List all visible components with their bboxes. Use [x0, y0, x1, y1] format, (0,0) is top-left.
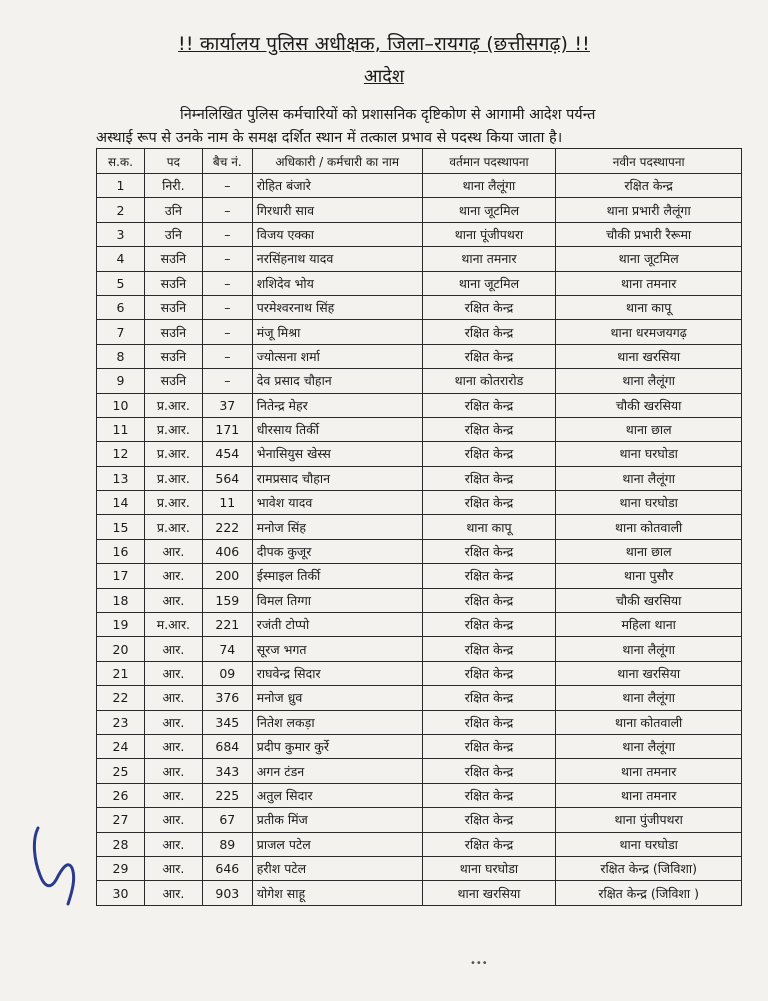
cell-rank: म.आर. — [144, 613, 202, 637]
cell-rank: सउनि — [144, 369, 202, 393]
cell-batch: 646 — [202, 856, 252, 880]
cell-rank: सउनि — [144, 320, 202, 344]
table-row — [97, 783, 742, 807]
cell-serial: 30 — [97, 881, 145, 905]
cell-batch: 11 — [202, 491, 252, 515]
cell-batch: 37 — [202, 393, 252, 417]
cell-new-posting: थाना लैलूंगा — [556, 637, 742, 661]
table-row — [97, 515, 742, 539]
cell-current-posting: रक्षित केन्द्र — [422, 466, 556, 490]
table-row — [97, 564, 742, 588]
cell-current-posting: थाना घरघोडा — [422, 856, 556, 880]
cell-new-posting: थाना पुंजीपथरा — [556, 808, 742, 832]
cell-batch: – — [202, 295, 252, 319]
cell-batch: 74 — [202, 637, 252, 661]
table-row — [97, 856, 742, 880]
cell-rank: सउनि — [144, 271, 202, 295]
table-row — [97, 539, 742, 563]
cell-serial: 18 — [97, 588, 145, 612]
table-row — [97, 174, 742, 198]
cell-new-posting: थाना तमनार — [556, 271, 742, 295]
cell-new-posting: थाना लैलूंगा — [556, 369, 742, 393]
cell-new-posting: थाना लैलूंगा — [556, 466, 742, 490]
cell-current-posting: रक्षित केन्द्र — [422, 442, 556, 466]
cell-name: सूरज भगत — [252, 637, 422, 661]
cell-serial: 4 — [97, 247, 145, 271]
table-row — [97, 686, 742, 710]
header-batch: बैच नं. — [202, 149, 252, 174]
cell-new-posting: रक्षित केन्द्र — [556, 174, 742, 198]
cell-rank: सउनि — [144, 247, 202, 271]
cell-new-posting: महिला थाना — [556, 613, 742, 637]
cell-name: नितेन्द्र मेहर — [252, 393, 422, 417]
table-row — [97, 198, 742, 222]
cell-new-posting: थाना तमनार — [556, 783, 742, 807]
table-row — [97, 491, 742, 515]
header-rank: पद — [144, 149, 202, 174]
cell-serial: 27 — [97, 808, 145, 832]
cell-rank: आर. — [144, 881, 202, 905]
cell-rank: सउनि — [144, 295, 202, 319]
table-row — [97, 222, 742, 246]
table-row — [97, 808, 742, 832]
cell-current-posting: रक्षित केन्द्र — [422, 637, 556, 661]
table-row — [97, 320, 742, 344]
cell-name: ज्योत्सना शर्मा — [252, 344, 422, 368]
cell-serial: 8 — [97, 344, 145, 368]
header-current-posting: वर्तमान पदस्थापना — [422, 149, 556, 174]
cell-current-posting: रक्षित केन्द्र — [422, 661, 556, 685]
cell-rank: आर. — [144, 808, 202, 832]
cell-name: नितेश लकड़ा — [252, 710, 422, 734]
cell-serial: 6 — [97, 295, 145, 319]
intro-line-1: निम्नलिखित पुलिस कर्मचारियों को प्रशासनिक दृष्टिकोण से आगामी आदेश पर्यन्त — [180, 107, 596, 123]
cell-rank: आर. — [144, 661, 202, 685]
cell-serial: 9 — [97, 369, 145, 393]
cell-current-posting: रक्षित केन्द्र — [422, 783, 556, 807]
cell-name: विजय एक्का — [252, 222, 422, 246]
cell-serial: 19 — [97, 613, 145, 637]
table-row — [97, 881, 742, 905]
cell-serial: 11 — [97, 417, 145, 441]
cell-name: प्राजल पटेल — [252, 832, 422, 856]
cell-name: रोहित बंजारे — [252, 174, 422, 198]
cell-current-posting: थाना पूंजीपथरा — [422, 222, 556, 246]
cell-serial: 1 — [97, 174, 145, 198]
cell-new-posting: थाना पुसौर — [556, 564, 742, 588]
table-row — [97, 661, 742, 685]
cell-batch: 684 — [202, 734, 252, 758]
cell-serial: 12 — [97, 442, 145, 466]
cell-serial: 26 — [97, 783, 145, 807]
cell-current-posting: रक्षित केन्द्र — [422, 588, 556, 612]
cell-batch: 67 — [202, 808, 252, 832]
cell-batch: – — [202, 369, 252, 393]
cell-batch: 454 — [202, 442, 252, 466]
cell-batch: 225 — [202, 783, 252, 807]
cell-rank: प्र.आर. — [144, 393, 202, 417]
cell-batch: 343 — [202, 759, 252, 783]
transfer-table — [96, 148, 742, 906]
table-row — [97, 588, 742, 612]
cell-name: रजंती टोप्पो — [252, 613, 422, 637]
cell-rank: आर. — [144, 539, 202, 563]
cell-batch: 09 — [202, 661, 252, 685]
intro-paragraph — [96, 104, 746, 150]
cell-current-posting: रक्षित केन्द्र — [422, 344, 556, 368]
cell-new-posting: थाना छाल — [556, 417, 742, 441]
cell-name: परमेश्वरनाथ सिंह — [252, 295, 422, 319]
cell-batch: 406 — [202, 539, 252, 563]
cell-current-posting: रक्षित केन्द्र — [422, 686, 556, 710]
cell-name: अगन टंडन — [252, 759, 422, 783]
cell-batch: – — [202, 174, 252, 198]
cell-serial: 21 — [97, 661, 145, 685]
cell-name: शशिदेव भोय — [252, 271, 422, 295]
cell-serial: 16 — [97, 539, 145, 563]
cell-rank: प्र.आर. — [144, 491, 202, 515]
cell-name: अतुल सिदार — [252, 783, 422, 807]
table-row — [97, 369, 742, 393]
cell-new-posting: थाना कोतवाली — [556, 515, 742, 539]
cell-current-posting: रक्षित केन्द्र — [422, 564, 556, 588]
table-row — [97, 710, 742, 734]
cell-new-posting: थाना घरघोडा — [556, 832, 742, 856]
table-row — [97, 247, 742, 271]
cell-new-posting: रक्षित केन्द्र (जिविशा) — [556, 856, 742, 880]
cell-serial: 23 — [97, 710, 145, 734]
cell-current-posting: थाना तमनार — [422, 247, 556, 271]
cell-serial: 28 — [97, 832, 145, 856]
cell-current-posting: रक्षित केन्द्र — [422, 759, 556, 783]
header-new-posting: नवीन पदस्थापना — [556, 149, 742, 174]
cell-serial: 17 — [97, 564, 145, 588]
cell-new-posting: चौकी खरसिया — [556, 393, 742, 417]
cell-current-posting: रक्षित केन्द्र — [422, 710, 556, 734]
cell-name: मनोज ध्रुव — [252, 686, 422, 710]
cell-rank: उनि — [144, 222, 202, 246]
cell-current-posting: रक्षित केन्द्र — [422, 320, 556, 344]
cell-serial: 20 — [97, 637, 145, 661]
cell-current-posting: थाना लैलूंगा — [422, 174, 556, 198]
cell-batch: 89 — [202, 832, 252, 856]
table-row — [97, 271, 742, 295]
cell-serial: 10 — [97, 393, 145, 417]
cell-current-posting: रक्षित केन्द्र — [422, 417, 556, 441]
cell-new-posting: थाना खरसिया — [556, 661, 742, 685]
cell-batch: – — [202, 320, 252, 344]
cell-new-posting: चौकी प्रभारी रैरूमा — [556, 222, 742, 246]
cell-name: भेनासियुस खेस्स — [252, 442, 422, 466]
cell-rank: आर. — [144, 686, 202, 710]
cell-new-posting: थाना लैलूंगा — [556, 686, 742, 710]
cell-name: देव प्रसाद चौहान — [252, 369, 422, 393]
cell-new-posting: थाना कोतवाली — [556, 710, 742, 734]
cell-name: दीपक कुजूर — [252, 539, 422, 563]
cell-serial: 5 — [97, 271, 145, 295]
cell-name: राघवेन्द्र सिदार — [252, 661, 422, 685]
cell-rank: उनि — [144, 198, 202, 222]
cell-rank: आर. — [144, 637, 202, 661]
cell-rank: आर. — [144, 759, 202, 783]
cell-current-posting: थाना जूटमिल — [422, 198, 556, 222]
cell-new-posting: थाना प्रभारी लैलूंगा — [556, 198, 742, 222]
cell-batch: 345 — [202, 710, 252, 734]
cell-current-posting: रक्षित केन्द्र — [422, 832, 556, 856]
cell-current-posting: थाना कोतरारोड — [422, 369, 556, 393]
cell-rank: प्र.आर. — [144, 442, 202, 466]
cell-new-posting: थाना धरमजयगढ़ — [556, 320, 742, 344]
table-row — [97, 344, 742, 368]
cell-batch: – — [202, 344, 252, 368]
cell-rank: प्र.आर. — [144, 466, 202, 490]
cell-batch: – — [202, 247, 252, 271]
cell-batch: 171 — [202, 417, 252, 441]
cell-current-posting: रक्षित केन्द्र — [422, 613, 556, 637]
cell-name: हरीश पटेल — [252, 856, 422, 880]
cell-serial: 22 — [97, 686, 145, 710]
cell-batch: – — [202, 222, 252, 246]
cell-rank: आर. — [144, 783, 202, 807]
table-row — [97, 637, 742, 661]
cell-batch: – — [202, 271, 252, 295]
cell-batch: 376 — [202, 686, 252, 710]
cell-serial: 24 — [97, 734, 145, 758]
table-row — [97, 759, 742, 783]
cell-rank: आर. — [144, 734, 202, 758]
cell-current-posting: थाना खरसिया — [422, 881, 556, 905]
cell-new-posting: थाना कापू — [556, 295, 742, 319]
cell-name: योगेश साहू — [252, 881, 422, 905]
cell-serial: 3 — [97, 222, 145, 246]
cell-current-posting: रक्षित केन्द्र — [422, 491, 556, 515]
header-serial: स.क. — [97, 149, 145, 174]
cell-serial: 25 — [97, 759, 145, 783]
intro-line-2: अस्थाई रूप से उनके नाम के समक्ष दर्शित स्थान में तत्काल प्रभाव से पदस्थ किया जाता है। — [96, 130, 563, 146]
cell-name: गिरधारी साव — [252, 198, 422, 222]
cell-serial: 15 — [97, 515, 145, 539]
cell-rank: सउनि — [144, 344, 202, 368]
cell-name: ईस्माइल तिर्की — [252, 564, 422, 588]
cell-rank: प्र.आर. — [144, 515, 202, 539]
table-row — [97, 832, 742, 856]
table-row — [97, 393, 742, 417]
table-header-row — [97, 149, 742, 174]
cell-name: प्रतीक मिंज — [252, 808, 422, 832]
cell-serial: 7 — [97, 320, 145, 344]
cell-name: धीरसाय तिर्की — [252, 417, 422, 441]
cell-batch: – — [202, 198, 252, 222]
table-row — [97, 417, 742, 441]
cell-batch: 221 — [202, 613, 252, 637]
cell-current-posting: रक्षित केन्द्र — [422, 393, 556, 417]
cell-current-posting: रक्षित केन्द्र — [422, 539, 556, 563]
cell-serial: 29 — [97, 856, 145, 880]
order-heading: आदेश — [363, 66, 405, 87]
table-row — [97, 734, 742, 758]
cell-rank: आर. — [144, 564, 202, 588]
cell-name: भावेश यादव — [252, 491, 422, 515]
signature-mark — [28, 820, 80, 910]
office-title: !! कार्यालय पुलिस अधीक्षक, जिला–रायगढ़ (छत्तीसगढ़) !! — [178, 33, 590, 55]
cell-batch: 903 — [202, 881, 252, 905]
cell-name: मनोज सिंह — [252, 515, 422, 539]
cell-rank: आर. — [144, 710, 202, 734]
cell-rank: आर. — [144, 832, 202, 856]
cell-rank: निरी. — [144, 174, 202, 198]
cell-current-posting: रक्षित केन्द्र — [422, 734, 556, 758]
table-row — [97, 295, 742, 319]
cell-current-posting: रक्षित केन्द्र — [422, 295, 556, 319]
cell-name: नरसिंहनाथ यादव — [252, 247, 422, 271]
cell-batch: 564 — [202, 466, 252, 490]
cell-rank: प्र.आर. — [144, 417, 202, 441]
table-row — [97, 613, 742, 637]
cell-serial: 2 — [97, 198, 145, 222]
cell-new-posting: थाना छाल — [556, 539, 742, 563]
cell-rank: आर. — [144, 588, 202, 612]
header-name: अधिकारी / कर्मचारी का नाम — [252, 149, 422, 174]
cell-serial: 13 — [97, 466, 145, 490]
cell-serial: 14 — [97, 491, 145, 515]
cell-batch: 159 — [202, 588, 252, 612]
cell-current-posting: थाना जूटमिल — [422, 271, 556, 295]
cell-current-posting: थाना कापू — [422, 515, 556, 539]
table-row — [97, 442, 742, 466]
table-row — [97, 466, 742, 490]
cell-name: विमल तिग्गा — [252, 588, 422, 612]
cell-new-posting: थाना घरघोडा — [556, 491, 742, 515]
cell-name: प्रदीप कुमार कुर्रे — [252, 734, 422, 758]
cell-new-posting: थाना खरसिया — [556, 344, 742, 368]
cell-name: मंजू मिश्रा — [252, 320, 422, 344]
cell-new-posting: रक्षित केन्द्र (जिविशा ) — [556, 881, 742, 905]
cell-batch: 200 — [202, 564, 252, 588]
cell-rank: आर. — [144, 856, 202, 880]
cell-new-posting: चौकी खरसिया — [556, 588, 742, 612]
cell-new-posting: थाना लैलूंगा — [556, 734, 742, 758]
cell-new-posting: थाना तमनार — [556, 759, 742, 783]
cell-new-posting: थाना जूटमिल — [556, 247, 742, 271]
cell-batch: 222 — [202, 515, 252, 539]
cell-name: रामप्रसाद चौहान — [252, 466, 422, 490]
table-body — [97, 174, 742, 906]
footer-mark: ••• — [470, 958, 488, 969]
cell-current-posting: रक्षित केन्द्र — [422, 808, 556, 832]
cell-new-posting: थाना घरघोडा — [556, 442, 742, 466]
